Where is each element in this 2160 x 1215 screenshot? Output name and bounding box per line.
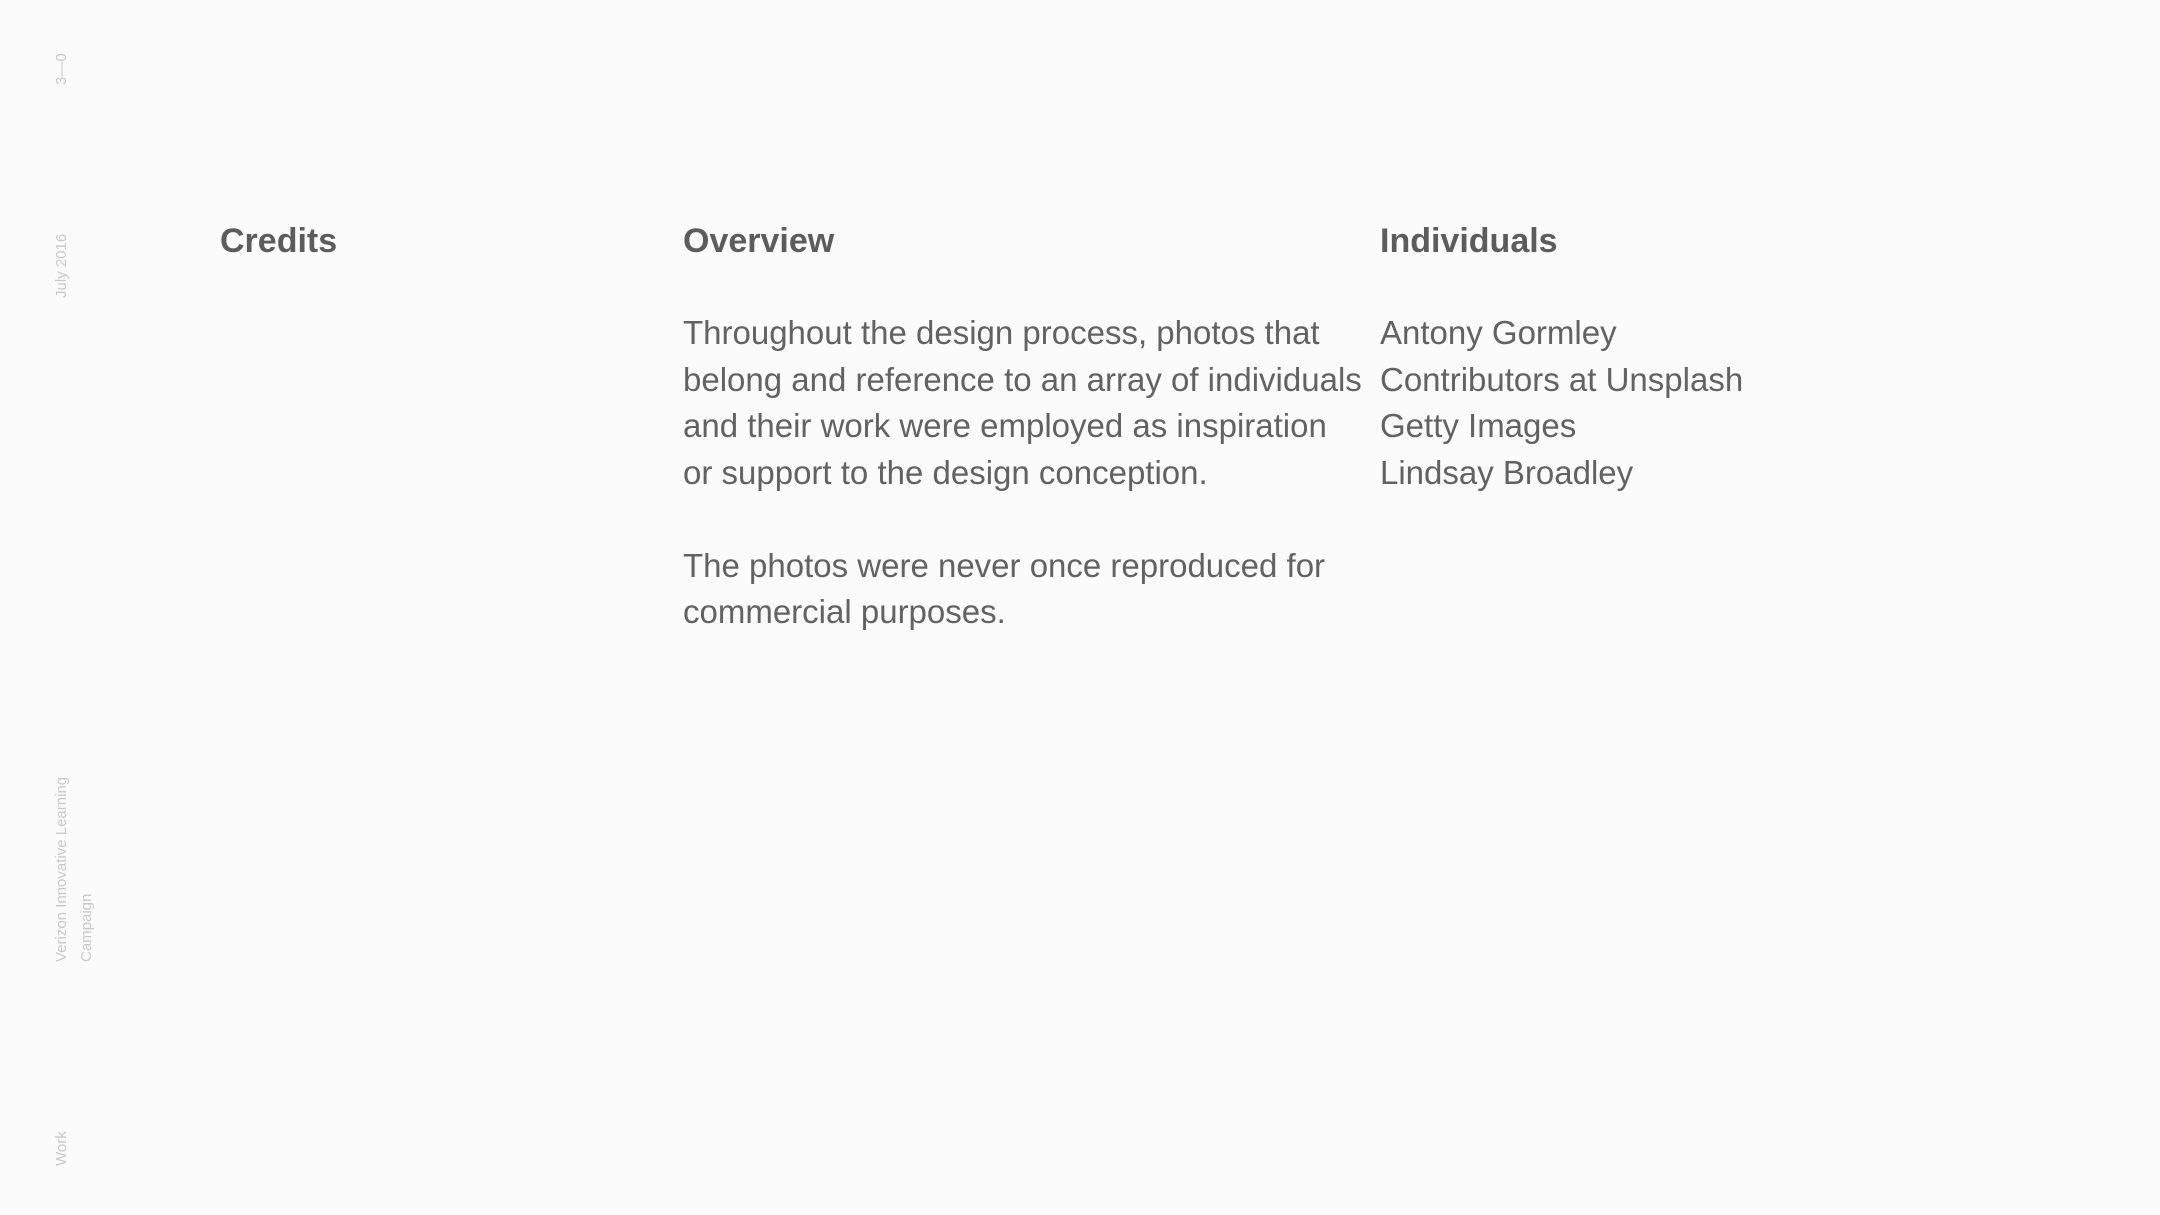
overview-line: or support to the design conception. [683, 453, 1208, 491]
overview-heading: Overview [683, 222, 835, 260]
list-item: Contributors at Unsplash [1380, 360, 1744, 398]
date-label: July 2016 [53, 233, 70, 298]
credits-heading: Credits [220, 222, 338, 260]
list-item: Antony Gormley [1380, 314, 1617, 351]
overview-line: Throughout the design process, photos that [683, 314, 1320, 351]
overview-line: belong and reference to an array of individuals [683, 360, 1362, 398]
section-label: Work [53, 1131, 70, 1166]
individuals-list [1380, 310, 1743, 496]
overview-line: commercial purposes. [683, 593, 1006, 630]
overview-paragraph-2 [683, 543, 1373, 636]
project-title-line-2: Campaign [78, 893, 95, 962]
overview-paragraph-1 [683, 310, 1373, 496]
overview-line: and their work were employed as inspiration [683, 407, 1327, 444]
list-item: Getty Images [1380, 407, 1577, 444]
project-title [49, 777, 99, 962]
individuals-heading: Individuals [1380, 222, 1558, 260]
overview-body [683, 310, 1373, 636]
paragraph-spacer [683, 496, 1373, 543]
project-title-line-1: Verizon Innovative Learning [53, 776, 70, 962]
list-item: Lindsay Broadley [1380, 453, 1634, 491]
page-number: 3—0 [53, 53, 70, 85]
overview-line: The photos were never once reproduced for [683, 546, 1326, 584]
